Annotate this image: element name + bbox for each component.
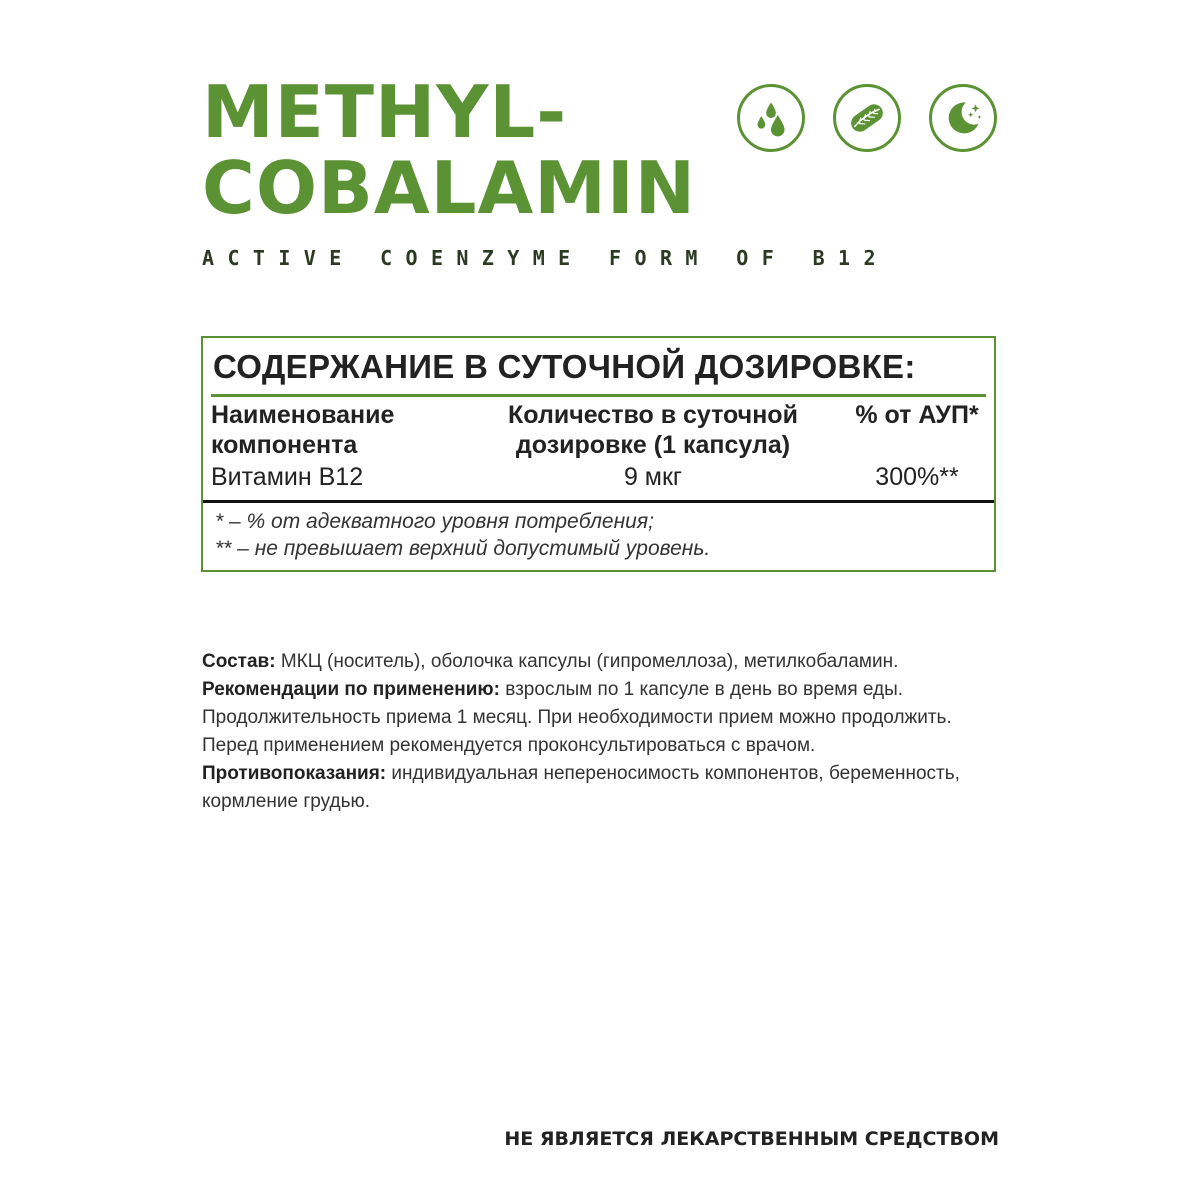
contraindications-paragraph <box>202 760 1002 816</box>
feature-icons <box>737 84 999 152</box>
leaf-capsule-icon <box>833 84 901 152</box>
product-info <box>202 648 1002 816</box>
table-title: СОДЕРЖАНИЕ В СУТОЧНОЙ ДОЗИРОВКЕ: <box>213 348 916 385</box>
usage-label: Рекомендации по применению: <box>202 679 500 700</box>
table-divider <box>211 394 986 397</box>
cell-component-name: Витамин В12 <box>211 463 364 491</box>
table-footnotes <box>215 508 710 562</box>
composition-label: Состав: <box>202 651 276 672</box>
header-component-name: Наименование компонента <box>211 401 395 459</box>
cell-percent: 300%** <box>875 463 959 491</box>
product-title-line1: METHYL- <box>202 70 568 154</box>
composition-text: МКЦ (носитель), оболочка капсулы (гипромеллоза), метилкобаламин. <box>280 651 899 672</box>
contraindications-label: Противопоказания: <box>202 763 387 784</box>
header-percent: % от АУП* <box>855 401 979 429</box>
product-title <box>202 70 696 230</box>
footnote-2: ** – не превышает верхний допустимый уровень. <box>215 537 711 560</box>
table-bottom-rule <box>203 500 994 503</box>
header-daily-quantity: Количество в суточной дозировке (1 капсула) <box>508 401 798 459</box>
contraindications-text: индивидуальная непереносимость компонентов, беременность, кормление грудью. <box>202 763 960 812</box>
composition-paragraph <box>202 648 1002 676</box>
disclaimer: НЕ ЯВЛЯЕТСЯ ЛЕКАРСТВЕННЫМ СРЕДСТВОМ <box>504 1128 999 1150</box>
daily-dose-table <box>201 336 996 572</box>
moon-stars-icon <box>929 84 997 152</box>
usage-paragraph <box>202 676 1002 760</box>
cell-daily-quantity: 9 мкг <box>623 463 683 491</box>
footnote-1: * – % от адекватного уровня потребления; <box>215 510 654 533</box>
product-subtitle: ACTIVE COENZYME FORM OF B12 <box>202 246 889 270</box>
droplets-icon <box>737 84 805 152</box>
usage-text: взрослым по 1 капсуле в день во время еды. Продолжительность приема 1 месяц. При необходимости прием можно продолжить. Перед применением рекомендуется проконсультироваться с врачом. <box>202 679 952 756</box>
product-title-line2: COBALAMIN <box>202 146 696 230</box>
